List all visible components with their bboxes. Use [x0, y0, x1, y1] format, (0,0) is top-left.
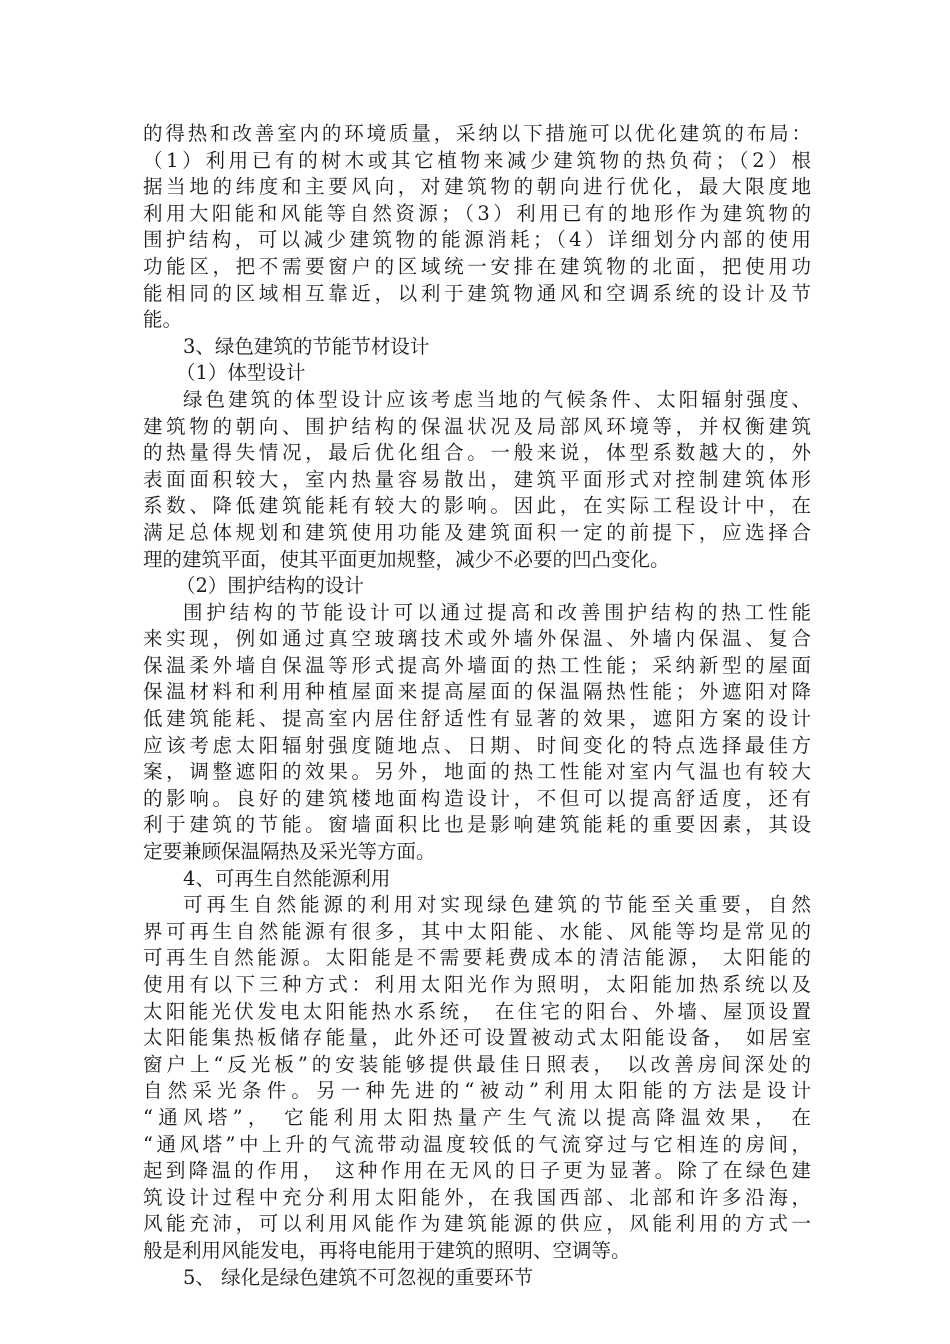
text-line: 风能充沛，可以利用风能作为建筑能源的供应，风能利用的方式一	[143, 1212, 811, 1236]
subsection-heading-2: （2）围护结构的设计	[176, 574, 364, 598]
text-line: 来实现，例如通过真空玻璃技术或外墙外保温、外墙内保温、复合	[143, 627, 811, 651]
text-line: 表面面积较大，室内热量容易散出，建筑平面形式对控制建筑体形	[143, 467, 811, 491]
text-line: （1）利用已有的树木或其它植物来减少建筑物的热负荷；（2）根	[143, 148, 811, 172]
text-line: 能相同的区域相互靠近，以利于建筑物通风和空调系统的设计及节	[143, 281, 811, 305]
text-line: 筑设计过程中充分利用太阳能外，在我国西部、北部和许多沿海，	[143, 1185, 811, 1209]
text-line: 理的建筑平面，使其平面更加规整，减少不必要的凹凸变化。	[143, 547, 670, 571]
text-line: 利于建筑的节能。窗墙面积比也是影响建筑能耗的重要因素，其设	[143, 813, 811, 837]
section-heading-4: 4、可再生自然能源利用	[183, 866, 391, 890]
text-line: 保温柔外墙自保温等形式提高外墙面的热工性能；采纳新型的屋面	[143, 653, 811, 677]
text-line: 窗户上“反光板”的安装能够提供最佳日照表， 以改善房间深处的	[143, 1052, 811, 1076]
section-heading-5: 5、 绿化是绿色建筑不可忽视的重要环节	[183, 1265, 534, 1289]
text-line: 能。	[143, 308, 183, 332]
text-line: 的得热和改善室内的环境质量，采纳以下措施可以优化建筑的布局：	[143, 122, 811, 145]
text-line: 可再生自然能源。太阳能是不需要耗费成本的清洁能源， 太阳能的	[143, 946, 811, 970]
text-line: 满足总体规划和建筑使用功能及建筑面积一定的前提下，应选择合	[143, 520, 811, 544]
text-line: 利用大阳能和风能等自然资源；（3）利用已有的地形作为建筑物的	[143, 201, 811, 225]
text-line: 使用有以下三种方式：利用太阳光作为照明，太阳能加热系统以及	[143, 973, 811, 996]
subsection-heading-1: （1）体型设计	[176, 361, 306, 385]
text-line: 太阳能光伏发电太阳能热水系统， 在住宅的阳台、外墙、屋顶设置	[143, 999, 811, 1023]
text-line: 围护结构的节能设计可以通过提高和改善围护结构的热工性能	[183, 600, 811, 624]
text-line: 可再生自然能源的利用对实现绿色建筑的节能至关重要，自然	[183, 893, 811, 917]
text-line: 低建筑能耗、提高室内居住舒适性有显著的效果，遮阳方案的设计	[143, 707, 811, 731]
text-line: 案，调整遮阳的效果。另外，地面的热工性能对室内气温也有较大	[143, 760, 811, 784]
text-line: 的影响。良好的建筑楼地面构造设计，不但可以提高舒适度，还有	[143, 786, 811, 810]
paragraph-renewable-energy	[143, 892, 811, 1264]
text-line: “通风塔”， 它能利用太阳热量产生气流以提高降温效果， 在	[143, 1105, 811, 1129]
text-line: 系数、降低建筑能耗有较大的影响。因此，在实际工程设计中，在	[143, 494, 811, 518]
text-line: 保温材料和利用种植屋面来提高屋面的保温隔热性能；外遮阳对降	[143, 680, 811, 704]
text-line: 建筑物的朝向、围护结构的保温状况及局部风环境等，并权衡建筑	[143, 414, 811, 438]
text-line: 功能区，把不需要窗户的区域统一安排在建筑物的北面，把使用功	[143, 254, 811, 278]
text-line: 自然采光条件。另一种先进的“被动”利用太阳能的方法是设计	[143, 1079, 811, 1103]
text-line: 界可再生自然能源有很多，其中太阳能、水能、风能等均是常见的	[143, 919, 811, 943]
text-line: 绿色建筑的体型设计应该考虑当地的气候条件、太阳辐射强度、	[183, 387, 811, 411]
paragraph-shape-design	[143, 387, 811, 573]
paragraph-envelope-design	[143, 600, 811, 866]
section-heading-3: 3、绿色建筑的节能节材设计	[183, 334, 430, 358]
text-line: 围护结构，可以减少建筑物的能源消耗；（4）详细划分内部的使用	[143, 228, 811, 252]
text-line: 起到降温的作用， 这种作用在无风的日子更为显著。除了在绿色建	[143, 1159, 811, 1183]
text-line: 据当地的纬度和主要风向，对建筑物的朝向进行优化，最大限度地	[143, 175, 811, 199]
document-page	[143, 121, 811, 1291]
text-line: 般是利用风能发电，再将电能用于建筑的照明、空调等。	[143, 1238, 631, 1262]
text-line: 的热量得失情况，最后优化组合。一般来说，体型系数越大的，外	[143, 441, 811, 465]
text-line: “通风塔”中上升的气流带动温度较低的气流穿过与它相连的房间，	[143, 1132, 811, 1156]
text-line: 应该考虑太阳辐射强度随地点、日期、时间变化的特点选择最佳方	[143, 733, 811, 757]
paragraph-layout-optimization	[143, 121, 811, 334]
text-line: 太阳能集热板储存能量，此外还可设置被动式太阳能设备， 如居室	[143, 1026, 811, 1050]
text-line: 定要兼顾保温隔热及采光等方面。	[143, 840, 436, 864]
